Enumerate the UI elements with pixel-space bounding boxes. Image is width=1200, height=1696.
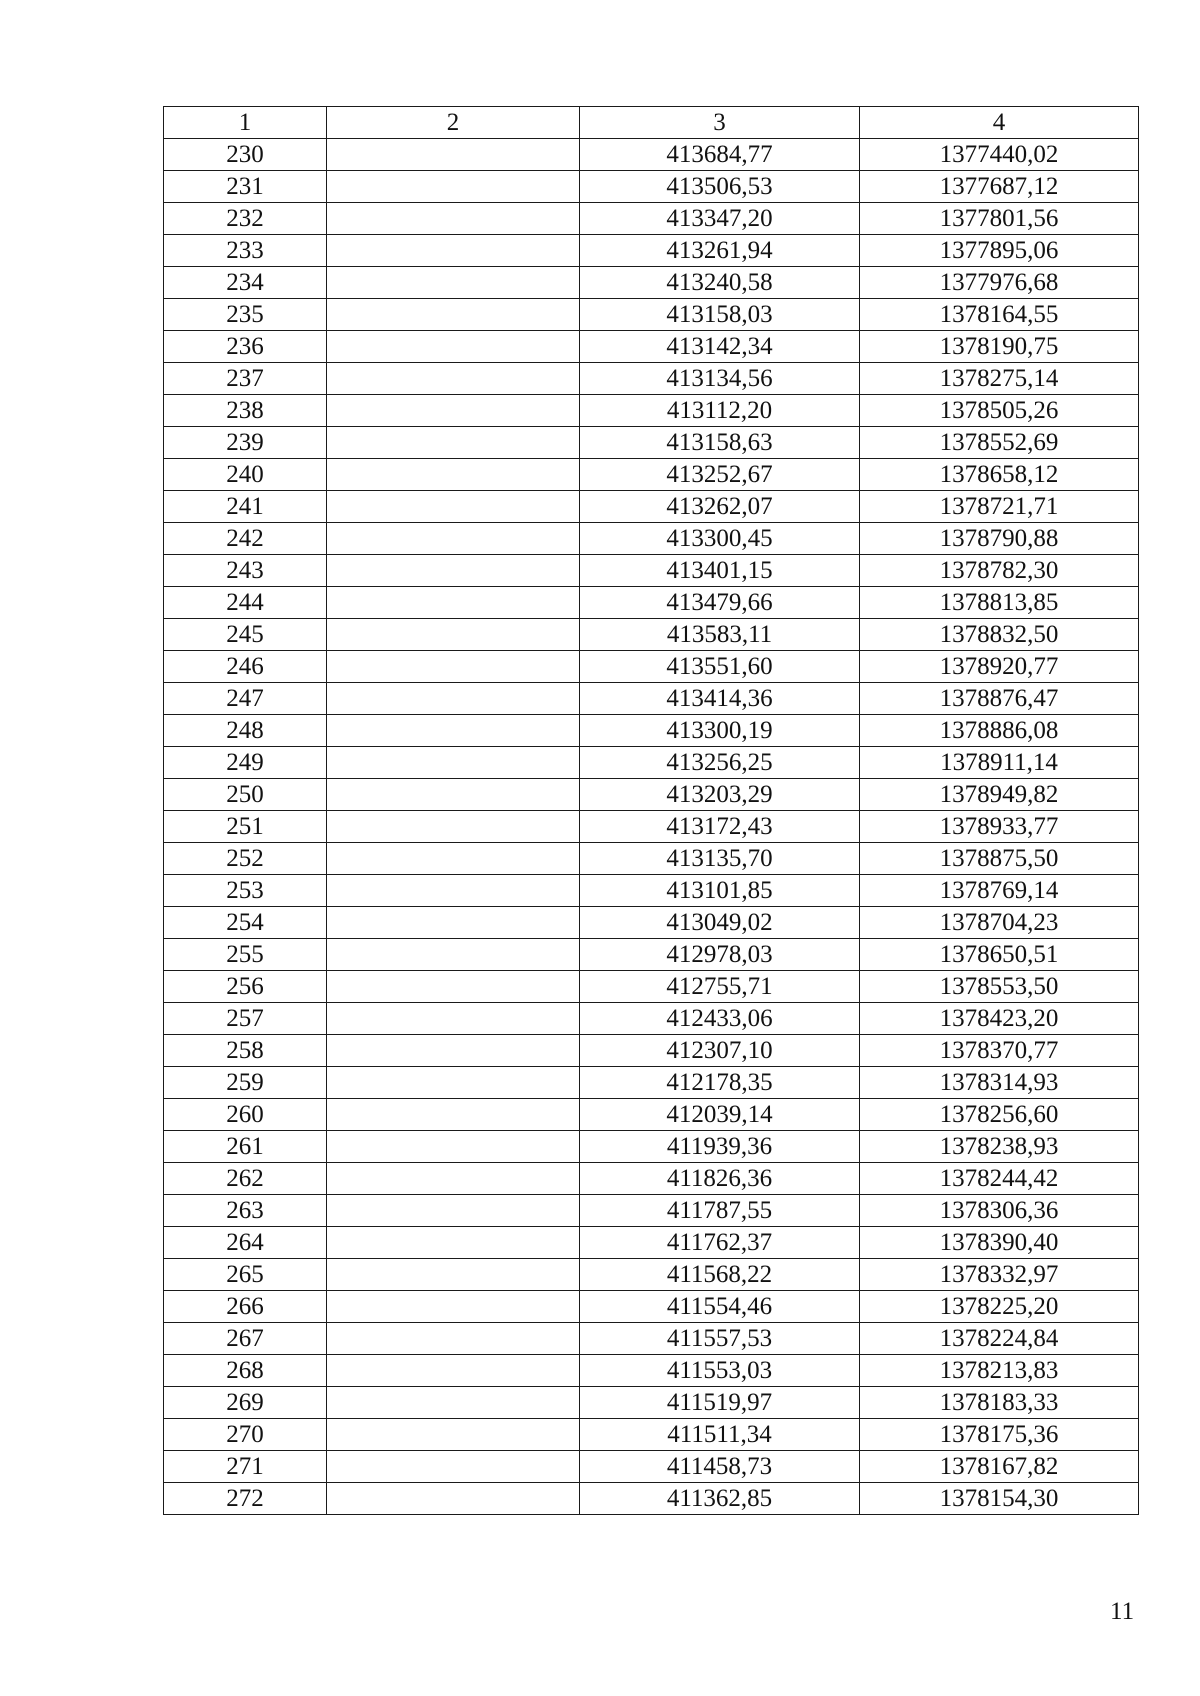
description-cell bbox=[327, 235, 580, 267]
point-number-cell: 258 bbox=[164, 1035, 327, 1067]
coordinate-x-cell: 411553,03 bbox=[580, 1355, 860, 1387]
table-row bbox=[164, 267, 1139, 299]
description-cell bbox=[327, 203, 580, 235]
point-number-cell: 267 bbox=[164, 1323, 327, 1355]
coordinate-x-cell: 413262,07 bbox=[580, 491, 860, 523]
point-number-cell: 232 bbox=[164, 203, 327, 235]
description-cell bbox=[327, 683, 580, 715]
coordinate-x-cell: 411362,85 bbox=[580, 1483, 860, 1515]
point-number-cell: 252 bbox=[164, 843, 327, 875]
description-cell bbox=[327, 875, 580, 907]
coordinate-x-cell: 413479,66 bbox=[580, 587, 860, 619]
coordinate-y-cell: 1378314,93 bbox=[860, 1067, 1139, 1099]
point-number-cell: 272 bbox=[164, 1483, 327, 1515]
description-cell bbox=[327, 1419, 580, 1451]
point-number-cell: 262 bbox=[164, 1163, 327, 1195]
coordinate-y-cell: 1378658,12 bbox=[860, 459, 1139, 491]
coordinate-x-cell: 411554,46 bbox=[580, 1291, 860, 1323]
point-number-cell: 245 bbox=[164, 619, 327, 651]
coordinate-y-cell: 1377895,06 bbox=[860, 235, 1139, 267]
table-row bbox=[164, 1355, 1139, 1387]
description-cell bbox=[327, 1227, 580, 1259]
table-row bbox=[164, 1035, 1139, 1067]
coordinate-y-cell: 1378244,42 bbox=[860, 1163, 1139, 1195]
coordinate-x-cell: 413240,58 bbox=[580, 267, 860, 299]
coordinate-y-cell: 1378275,14 bbox=[860, 363, 1139, 395]
coordinate-y-cell: 1378225,20 bbox=[860, 1291, 1139, 1323]
coordinate-x-cell: 412178,35 bbox=[580, 1067, 860, 1099]
coordinate-y-cell: 1378256,60 bbox=[860, 1099, 1139, 1131]
coordinate-x-cell: 411519,97 bbox=[580, 1387, 860, 1419]
description-cell bbox=[327, 619, 580, 651]
point-number-cell: 246 bbox=[164, 651, 327, 683]
table-row bbox=[164, 203, 1139, 235]
table-row bbox=[164, 1195, 1139, 1227]
table-row bbox=[164, 747, 1139, 779]
table-row bbox=[164, 875, 1139, 907]
coordinate-y-cell: 1377687,12 bbox=[860, 171, 1139, 203]
coordinate-y-cell: 1378650,51 bbox=[860, 939, 1139, 971]
description-cell bbox=[327, 1387, 580, 1419]
description-cell bbox=[327, 1035, 580, 1067]
point-number-cell: 243 bbox=[164, 555, 327, 587]
coordinate-y-cell: 1378813,85 bbox=[860, 587, 1139, 619]
coordinate-y-cell: 1378332,97 bbox=[860, 1259, 1139, 1291]
description-cell bbox=[327, 331, 580, 363]
point-number-cell: 253 bbox=[164, 875, 327, 907]
coordinate-x-cell: 413347,20 bbox=[580, 203, 860, 235]
description-cell bbox=[327, 523, 580, 555]
description-cell bbox=[327, 459, 580, 491]
coordinate-x-cell: 413101,85 bbox=[580, 875, 860, 907]
coordinate-x-cell: 413142,34 bbox=[580, 331, 860, 363]
table-row bbox=[164, 811, 1139, 843]
point-number-cell: 247 bbox=[164, 683, 327, 715]
coordinate-x-cell: 413583,11 bbox=[580, 619, 860, 651]
table-row bbox=[164, 1067, 1139, 1099]
table-body bbox=[164, 139, 1139, 1515]
column-header-1: 1 bbox=[164, 107, 327, 139]
point-number-cell: 263 bbox=[164, 1195, 327, 1227]
point-number-cell: 233 bbox=[164, 235, 327, 267]
coordinate-y-cell: 1378213,83 bbox=[860, 1355, 1139, 1387]
table-row bbox=[164, 1323, 1139, 1355]
table-row bbox=[164, 459, 1139, 491]
description-cell bbox=[327, 971, 580, 1003]
table-row bbox=[164, 715, 1139, 747]
coordinate-x-cell: 411458,73 bbox=[580, 1451, 860, 1483]
table-row bbox=[164, 1131, 1139, 1163]
coordinate-x-cell: 413049,02 bbox=[580, 907, 860, 939]
table-row bbox=[164, 1003, 1139, 1035]
description-cell bbox=[327, 555, 580, 587]
description-cell bbox=[327, 1483, 580, 1515]
table-header-row bbox=[164, 107, 1139, 139]
description-cell bbox=[327, 427, 580, 459]
table-row bbox=[164, 907, 1139, 939]
description-cell bbox=[327, 1195, 580, 1227]
table-row bbox=[164, 1099, 1139, 1131]
coordinate-x-cell: 411557,53 bbox=[580, 1323, 860, 1355]
description-cell bbox=[327, 1067, 580, 1099]
point-number-cell: 265 bbox=[164, 1259, 327, 1291]
table-row bbox=[164, 1483, 1139, 1515]
table-row bbox=[164, 651, 1139, 683]
point-number-cell: 250 bbox=[164, 779, 327, 811]
description-cell bbox=[327, 1099, 580, 1131]
description-cell bbox=[327, 843, 580, 875]
coordinate-y-cell: 1378933,77 bbox=[860, 811, 1139, 843]
point-number-cell: 251 bbox=[164, 811, 327, 843]
coordinate-x-cell: 413252,67 bbox=[580, 459, 860, 491]
coordinate-x-cell: 413134,56 bbox=[580, 363, 860, 395]
table-row bbox=[164, 363, 1139, 395]
description-cell bbox=[327, 907, 580, 939]
description-cell bbox=[327, 139, 580, 171]
table-row bbox=[164, 235, 1139, 267]
coordinate-x-cell: 411511,34 bbox=[580, 1419, 860, 1451]
coordinate-x-cell: 413401,15 bbox=[580, 555, 860, 587]
description-cell bbox=[327, 587, 580, 619]
table-row bbox=[164, 139, 1139, 171]
description-cell bbox=[327, 1131, 580, 1163]
point-number-cell: 256 bbox=[164, 971, 327, 1003]
point-number-cell: 261 bbox=[164, 1131, 327, 1163]
coordinate-x-cell: 413112,20 bbox=[580, 395, 860, 427]
point-number-cell: 254 bbox=[164, 907, 327, 939]
coordinate-x-cell: 413551,60 bbox=[580, 651, 860, 683]
coordinate-x-cell: 412307,10 bbox=[580, 1035, 860, 1067]
coordinate-x-cell: 413158,03 bbox=[580, 299, 860, 331]
coordinate-x-cell: 411826,36 bbox=[580, 1163, 860, 1195]
point-number-cell: 271 bbox=[164, 1451, 327, 1483]
table-row bbox=[164, 427, 1139, 459]
coordinate-x-cell: 413261,94 bbox=[580, 235, 860, 267]
coordinate-y-cell: 1378920,77 bbox=[860, 651, 1139, 683]
point-number-cell: 249 bbox=[164, 747, 327, 779]
coordinate-x-cell: 413684,77 bbox=[580, 139, 860, 171]
coordinate-y-cell: 1378183,33 bbox=[860, 1387, 1139, 1419]
coordinate-x-cell: 412755,71 bbox=[580, 971, 860, 1003]
coordinate-x-cell: 411939,36 bbox=[580, 1131, 860, 1163]
point-number-cell: 260 bbox=[164, 1099, 327, 1131]
coordinate-y-cell: 1378553,50 bbox=[860, 971, 1139, 1003]
coordinate-y-cell: 1378886,08 bbox=[860, 715, 1139, 747]
description-cell bbox=[327, 651, 580, 683]
table-row bbox=[164, 971, 1139, 1003]
description-cell bbox=[327, 1259, 580, 1291]
table-row bbox=[164, 331, 1139, 363]
coordinate-y-cell: 1377440,02 bbox=[860, 139, 1139, 171]
coordinate-y-cell: 1378154,30 bbox=[860, 1483, 1139, 1515]
coordinate-y-cell: 1377976,68 bbox=[860, 267, 1139, 299]
coordinate-x-cell: 413135,70 bbox=[580, 843, 860, 875]
description-cell bbox=[327, 1323, 580, 1355]
point-number-cell: 240 bbox=[164, 459, 327, 491]
coordinate-y-cell: 1378306,36 bbox=[860, 1195, 1139, 1227]
description-cell bbox=[327, 715, 580, 747]
column-header-2: 2 bbox=[327, 107, 580, 139]
coordinate-y-cell: 1378167,82 bbox=[860, 1451, 1139, 1483]
coordinate-x-cell: 412433,06 bbox=[580, 1003, 860, 1035]
coordinate-y-cell: 1378164,55 bbox=[860, 299, 1139, 331]
coordinate-y-cell: 1378769,14 bbox=[860, 875, 1139, 907]
description-cell bbox=[327, 1003, 580, 1035]
coordinate-x-cell: 413506,53 bbox=[580, 171, 860, 203]
point-number-cell: 248 bbox=[164, 715, 327, 747]
coordinate-x-cell: 413414,36 bbox=[580, 683, 860, 715]
description-cell bbox=[327, 363, 580, 395]
table-row bbox=[164, 523, 1139, 555]
coordinate-y-cell: 1377801,56 bbox=[860, 203, 1139, 235]
coordinate-y-cell: 1378782,30 bbox=[860, 555, 1139, 587]
coordinate-y-cell: 1378224,84 bbox=[860, 1323, 1139, 1355]
page-number: 11 bbox=[1110, 1598, 1135, 1625]
coordinate-x-cell: 413158,63 bbox=[580, 427, 860, 459]
point-number-cell: 237 bbox=[164, 363, 327, 395]
description-cell bbox=[327, 1291, 580, 1323]
table-row bbox=[164, 619, 1139, 651]
table-row bbox=[164, 1387, 1139, 1419]
coordinate-y-cell: 1378190,75 bbox=[860, 331, 1139, 363]
coordinate-x-cell: 413300,19 bbox=[580, 715, 860, 747]
coordinate-x-cell: 411568,22 bbox=[580, 1259, 860, 1291]
coordinates-table bbox=[163, 106, 1139, 1515]
coordinate-y-cell: 1378238,93 bbox=[860, 1131, 1139, 1163]
description-cell bbox=[327, 779, 580, 811]
coordinate-x-cell: 413203,29 bbox=[580, 779, 860, 811]
table-row bbox=[164, 939, 1139, 971]
table-row bbox=[164, 491, 1139, 523]
table-row bbox=[164, 587, 1139, 619]
table-row bbox=[164, 171, 1139, 203]
point-number-cell: 268 bbox=[164, 1355, 327, 1387]
coordinate-x-cell: 412978,03 bbox=[580, 939, 860, 971]
column-header-3: 3 bbox=[580, 107, 860, 139]
coordinate-x-cell: 413256,25 bbox=[580, 747, 860, 779]
coordinates-table-container bbox=[163, 106, 1138, 1515]
table-row bbox=[164, 1227, 1139, 1259]
coordinate-y-cell: 1378875,50 bbox=[860, 843, 1139, 875]
point-number-cell: 231 bbox=[164, 171, 327, 203]
description-cell bbox=[327, 811, 580, 843]
coordinate-y-cell: 1378552,69 bbox=[860, 427, 1139, 459]
point-number-cell: 230 bbox=[164, 139, 327, 171]
description-cell bbox=[327, 939, 580, 971]
column-header-4: 4 bbox=[860, 107, 1139, 139]
description-cell bbox=[327, 267, 580, 299]
coordinate-y-cell: 1378832,50 bbox=[860, 619, 1139, 651]
coordinate-y-cell: 1378370,77 bbox=[860, 1035, 1139, 1067]
coordinate-x-cell: 411787,55 bbox=[580, 1195, 860, 1227]
coordinate-y-cell: 1378911,14 bbox=[860, 747, 1139, 779]
table-row bbox=[164, 395, 1139, 427]
table-row bbox=[164, 1451, 1139, 1483]
description-cell bbox=[327, 747, 580, 779]
point-number-cell: 239 bbox=[164, 427, 327, 459]
coordinate-y-cell: 1378949,82 bbox=[860, 779, 1139, 811]
table-row bbox=[164, 1291, 1139, 1323]
description-cell bbox=[327, 1163, 580, 1195]
description-cell bbox=[327, 171, 580, 203]
table-row bbox=[164, 843, 1139, 875]
point-number-cell: 236 bbox=[164, 331, 327, 363]
point-number-cell: 259 bbox=[164, 1067, 327, 1099]
description-cell bbox=[327, 299, 580, 331]
description-cell bbox=[327, 395, 580, 427]
table-row bbox=[164, 299, 1139, 331]
point-number-cell: 241 bbox=[164, 491, 327, 523]
description-cell bbox=[327, 491, 580, 523]
coordinate-y-cell: 1378876,47 bbox=[860, 683, 1139, 715]
table-row bbox=[164, 1419, 1139, 1451]
coordinate-y-cell: 1378790,88 bbox=[860, 523, 1139, 555]
coordinate-x-cell: 412039,14 bbox=[580, 1099, 860, 1131]
point-number-cell: 244 bbox=[164, 587, 327, 619]
point-number-cell: 269 bbox=[164, 1387, 327, 1419]
table-row bbox=[164, 779, 1139, 811]
point-number-cell: 270 bbox=[164, 1419, 327, 1451]
table-row bbox=[164, 683, 1139, 715]
table-row bbox=[164, 1163, 1139, 1195]
point-number-cell: 234 bbox=[164, 267, 327, 299]
coordinate-x-cell: 413300,45 bbox=[580, 523, 860, 555]
point-number-cell: 235 bbox=[164, 299, 327, 331]
coordinate-y-cell: 1378175,36 bbox=[860, 1419, 1139, 1451]
table-row bbox=[164, 555, 1139, 587]
point-number-cell: 257 bbox=[164, 1003, 327, 1035]
point-number-cell: 264 bbox=[164, 1227, 327, 1259]
point-number-cell: 266 bbox=[164, 1291, 327, 1323]
point-number-cell: 242 bbox=[164, 523, 327, 555]
point-number-cell: 255 bbox=[164, 939, 327, 971]
coordinate-y-cell: 1378390,40 bbox=[860, 1227, 1139, 1259]
coordinate-y-cell: 1378704,23 bbox=[860, 907, 1139, 939]
coordinate-x-cell: 413172,43 bbox=[580, 811, 860, 843]
description-cell bbox=[327, 1451, 580, 1483]
coordinate-y-cell: 1378505,26 bbox=[860, 395, 1139, 427]
point-number-cell: 238 bbox=[164, 395, 327, 427]
coordinate-x-cell: 411762,37 bbox=[580, 1227, 860, 1259]
description-cell bbox=[327, 1355, 580, 1387]
table-row bbox=[164, 1259, 1139, 1291]
coordinate-y-cell: 1378721,71 bbox=[860, 491, 1139, 523]
coordinate-y-cell: 1378423,20 bbox=[860, 1003, 1139, 1035]
